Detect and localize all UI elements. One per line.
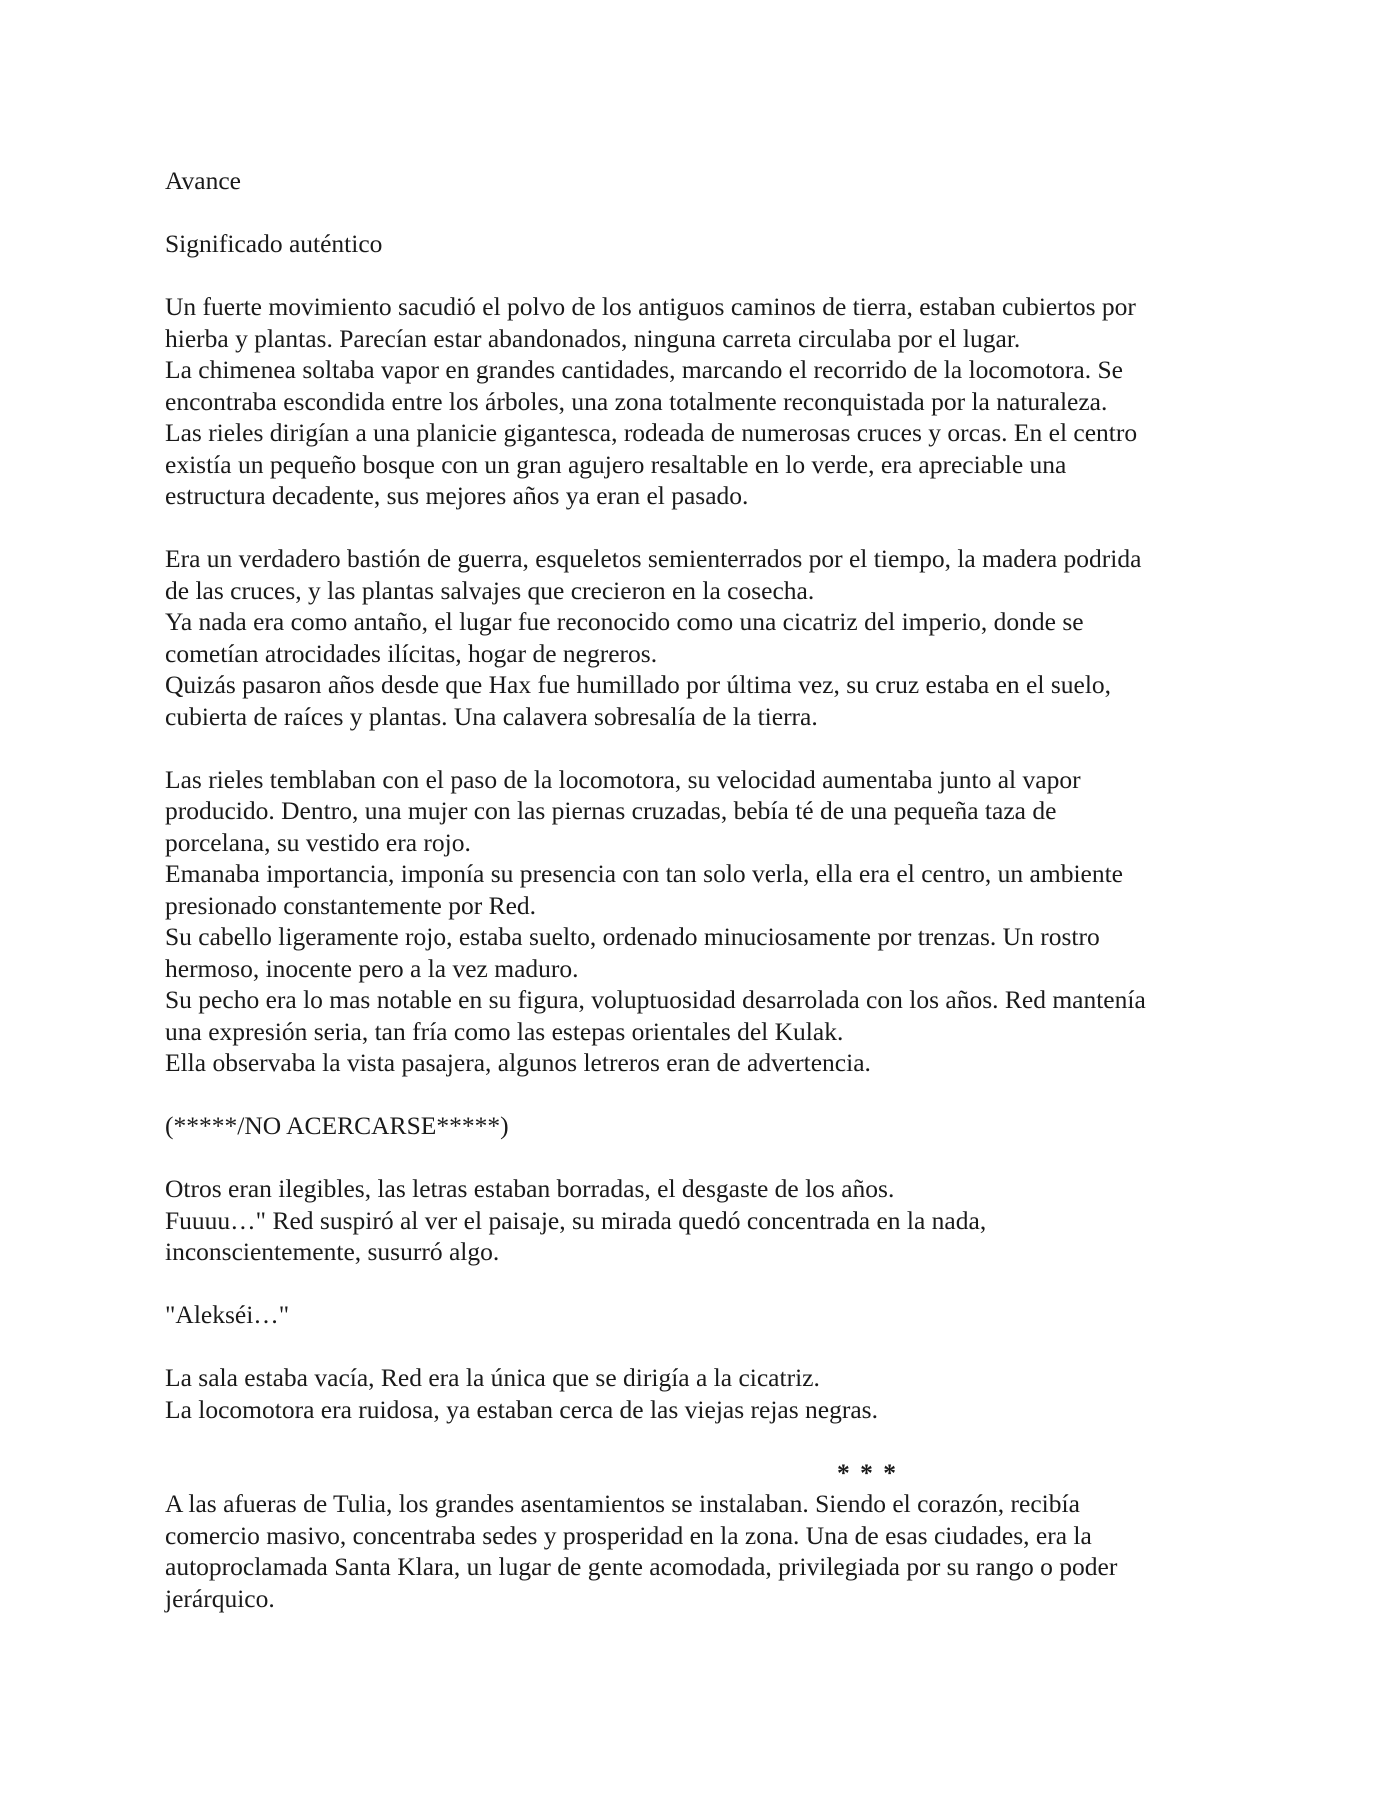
- text-line: hermoso, inocente pero a la vez maduro.: [165, 953, 579, 983]
- paragraph-1: [165, 291, 1245, 512]
- text-line: Fuuuu…" Red suspiró al ver el paisaje, su mirada quedó concentrada en la nada,: [165, 1205, 987, 1235]
- text-line: La locomotora era ruidosa, ya estaban cerca de las viejas rejas negras.: [165, 1394, 878, 1424]
- text-line: hierba y plantas. Parecían estar abandonados, ninguna carreta circulaba por el lugar.: [165, 323, 1021, 353]
- text-line: Las rieles temblaban con el paso de la locomotora, su velocidad aumentaba junto al vapor: [165, 764, 1081, 794]
- text-line: cubierta de raíces y plantas. Una calavera sobresalía de la tierra.: [165, 701, 818, 731]
- dialogue-quote: "Alekséi…": [165, 1300, 290, 1329]
- document-heading: Avance: [165, 166, 241, 195]
- scene-separator: * * *: [837, 1457, 898, 1487]
- text-line: Ella observaba la vista pasajera, algunos letreros eran de advertencia.: [165, 1048, 871, 1077]
- text-line: La sala estaba vacía, Red era la única que se dirigía a la cicatriz.: [165, 1363, 820, 1392]
- warning-sign-text: (*****/NO ACERCARSE*****): [165, 1111, 509, 1140]
- text-line: Ya nada era como antaño, el lugar fue reconocido como una cicatriz del imperio, donde se: [165, 607, 1084, 636]
- text-line: Era un verdadero bastión de guerra, esqueletos semienterrados por el tiempo, la madera podrida: [165, 544, 1142, 573]
- spacer: [165, 512, 1245, 544]
- text-line: de las cruces, y las plantas salvajes que crecieron en la cosecha.: [165, 575, 815, 605]
- paragraph-3: [165, 764, 1245, 1079]
- chapter-title: Significado auténtico: [165, 229, 383, 258]
- spacer: [165, 1425, 1245, 1457]
- text-line: Emanaba importancia, imponía su presencia con tan solo verla, ella era el centro, un ambiente: [165, 859, 1123, 888]
- text-line: una expresión seria, tan fría como las estepas orientales del Kulak.: [165, 1016, 844, 1046]
- spacer: [165, 260, 1245, 292]
- text-line: cometían atrocidades ilícitas, hogar de negreros.: [165, 638, 658, 668]
- text-line: Su cabello ligeramente rojo, estaba suelto, ordenado minuciosamente por trenzas. Un rostro: [165, 922, 1100, 951]
- text-line: inconscientemente, susurró algo.: [165, 1237, 500, 1266]
- text-line: jerárquico.: [165, 1583, 275, 1613]
- text-line: La chimenea soltaba vapor en grandes cantidades, marcando el recorrido de la locomotora. Se: [165, 355, 1123, 384]
- text-line: A las afueras de Tulia, los grandes asentamientos se instalaban. Siendo el corazón, recibía: [165, 1489, 1080, 1518]
- text-line: Otros eran ilegibles, las letras estaban borradas, el desgaste de los años.: [165, 1174, 895, 1203]
- text-line: encontraba escondida entre los árboles, una zona totalmente reconquistada por la naturaleza.: [165, 386, 1108, 416]
- spacer: [165, 197, 1245, 229]
- text-line: Un fuerte movimiento sacudió el polvo de los antiguos caminos de tierra, estaban cubiertos por: [165, 292, 1136, 321]
- paragraph-2: [165, 543, 1245, 732]
- text-line: Su pecho era lo mas notable en su figura, voluptuosidad desarrolada con los años. Red mantenía: [165, 985, 1146, 1014]
- text-line: Las rieles dirigían a una planicie gigantesca, rodeada de numerosas cruces y orcas. En el centro: [165, 418, 1138, 447]
- paragraph-4: [165, 1173, 1245, 1268]
- text-line: producido. Dentro, una mujer con las piernas cruzadas, bebía té de una pequeña taza de: [165, 796, 1057, 825]
- text-line: existía un pequeño bosque con un gran agujero resaltable en lo verde, era apreciable una: [165, 449, 1067, 479]
- text-line: porcelana, su vestido era rojo.: [165, 827, 471, 857]
- spacer: [165, 732, 1245, 764]
- paragraph-6: [165, 1488, 1245, 1614]
- paragraph-5: [165, 1362, 1245, 1425]
- text-line: Quizás pasaron años desde que Hax fue humillado por última vez, su cruz estaba en el suelo,: [165, 670, 1112, 699]
- text-line: presionado constantemente por Red.: [165, 890, 537, 920]
- text-line: comercio masivo, concentraba sedes y prosperidad en la zona. Una de esas ciudades, era la: [165, 1520, 1092, 1550]
- text-line: estructura decadente, sus mejores años ya eran el pasado.: [165, 481, 749, 510]
- spacer: [165, 1331, 1245, 1363]
- spacer: [165, 1079, 1245, 1111]
- spacer: [165, 1268, 1245, 1300]
- spacer: [165, 1142, 1245, 1174]
- text-line: autoproclamada Santa Klara, un lugar de gente acomodada, privilegiada por su rango o poder: [165, 1552, 1118, 1581]
- document-body: [165, 165, 1245, 1614]
